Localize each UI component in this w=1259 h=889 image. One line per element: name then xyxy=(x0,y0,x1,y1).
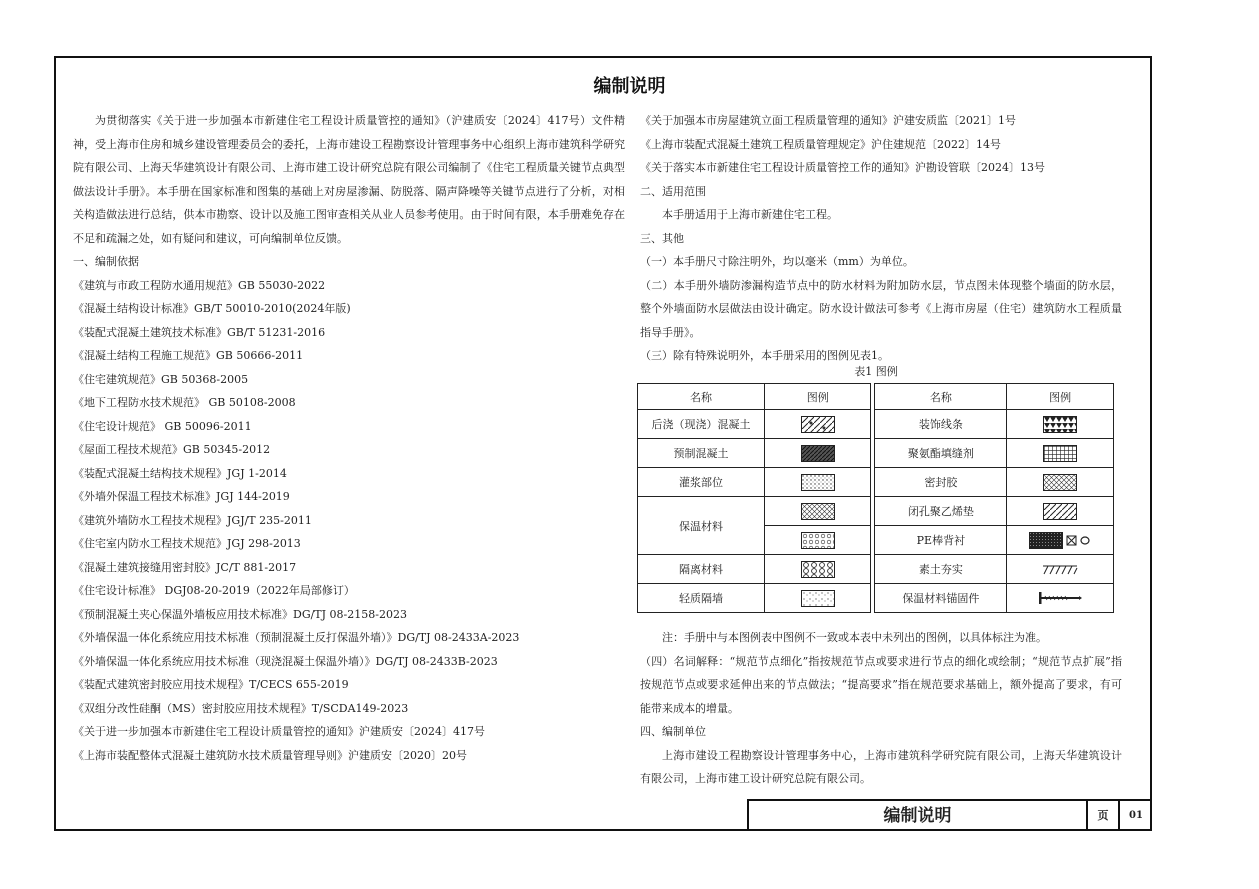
basis-item: 《混凝土建筑接缝用密封胶》JC/T 881-2017 xyxy=(73,560,297,574)
insulation-swatch-b xyxy=(801,532,835,549)
basis-list-continued xyxy=(640,109,1122,180)
notes-block xyxy=(640,626,1122,791)
pe-backer-rod-swatch xyxy=(1029,532,1091,549)
other-item-2: （二）本手册外墙防渗漏构造节点中的防水材料为附加防水层，节点图未体现整个墙面的防水层，整个外墙面防水层做法由设计确定。防水设计做法可参考《上海市房屋（住宅）建筑防水工程质量指导手册》。 xyxy=(640,278,1122,339)
polyurethane-filler-swatch xyxy=(1043,445,1077,462)
lightweight-partition-swatch xyxy=(801,590,835,607)
right-column xyxy=(640,109,1122,368)
basis-item: 《住宅设计规范》 GB 50096-2011 xyxy=(73,419,252,433)
basis-item: 《装配式建筑密封胶应用技术规程》T/CECS 655-2019 xyxy=(73,678,349,691)
col-header-legend: 图例 xyxy=(1007,384,1114,410)
section-heading: 三、其他 xyxy=(640,231,684,245)
legend-name: 密封胶 xyxy=(875,468,1007,497)
title-block xyxy=(747,799,1152,831)
basis-item: 《住宅建筑规范》GB 50368-2005 xyxy=(73,372,249,386)
basis-item: 《屋面工程技术规范》GB 50345-2012 xyxy=(73,443,271,456)
basis-item: 《建筑与市政工程防水通用规范》GB 55030-2022 xyxy=(73,278,326,292)
section-heading: 一、编制依据 xyxy=(73,255,139,268)
basis-item: 《混凝土结构设计标准》GB/T 50010-2010(2024年版) xyxy=(73,302,351,315)
basis-item: 《外墙外保温工程技术标准》JGJ 144-2019 xyxy=(73,490,290,503)
legend-name: 装饰线条 xyxy=(875,410,1007,439)
basis-item: 《混凝土结构工程施工规范》GB 50666-2011 xyxy=(73,349,304,362)
units-text: 上海市建设工程勘察设计管理事务中心，上海市建筑科学研究院有限公司，上海天华建筑设计有限公司，上海市建工设计研究总院有限公司。 xyxy=(640,748,1122,785)
legend-name: 隔离材料 xyxy=(638,555,765,584)
legend-name: 闭孔聚乙烯垫 xyxy=(875,497,1007,526)
compacted-soil-swatch xyxy=(1042,564,1078,576)
page-number: 01 xyxy=(1118,801,1152,831)
col-header-name: 名称 xyxy=(875,384,1007,410)
insulation-swatch-a xyxy=(801,503,835,520)
section-heading: 四、编制单位 xyxy=(640,725,706,738)
basis-item: 《预制混凝土夹心保温外墙板应用技术标准》DG/TJ 08-2158-2023 xyxy=(73,607,407,621)
other-item-1: （一）本手册尺寸除注明外，均以毫米（mm）为单位。 xyxy=(640,255,914,268)
other-item-4: （四）名词解释：“规范节点细化”指按规范节点或要求进行节点的细化或绘制；“规范节点扩展”指按规范节点或要求延伸出来的节点做法；“提高要求”指在规范要求基础上，额外提高了要求，有可能带来成本的增量。 xyxy=(640,654,1122,715)
cast-in-place-concrete-swatch xyxy=(801,416,835,433)
basis-item: 《住宅设计标准》 DGJ08-20-2019（2022年局部修订） xyxy=(73,584,355,597)
basis-list xyxy=(73,274,625,768)
section-heading: 二、适用范围 xyxy=(640,184,706,198)
basis-item: 《关于进一步加强本市新建住宅工程设计质量管控的通知》沪建质安〔2024〕417号 xyxy=(73,725,485,738)
decorative-line-swatch xyxy=(1043,416,1077,433)
legend-name: PE棒背衬 xyxy=(875,526,1007,555)
sealant-swatch xyxy=(1043,474,1077,491)
legend-name: 保温材料锚固件 xyxy=(875,584,1007,613)
legend-name: 素土夯实 xyxy=(875,555,1007,584)
left-column xyxy=(73,109,625,767)
legend-name: 预制混凝土 xyxy=(638,439,765,468)
page-title: 编制说明 xyxy=(593,76,666,97)
legend-name: 保温材料 xyxy=(638,497,765,555)
legend-table xyxy=(637,383,1114,613)
legend-name: 轻质隔墙 xyxy=(638,584,765,613)
legend-name: 灌浆部位 xyxy=(638,468,765,497)
insulation-anchor-swatch xyxy=(1037,591,1083,605)
col-header-legend: 图例 xyxy=(765,384,871,410)
basis-item: 《住宅室内防水工程技术规范》JGJ 298-2013 xyxy=(73,537,301,550)
basis-item: 《关于落实本市新建住宅工程设计质量管控工作的通知》沪勘设管联〔2024〕13号 xyxy=(640,161,1045,174)
intro-paragraph: 为贯彻落实《关于进一步加强本市新建住宅工程设计质量管控的通知》（沪建质安〔2024〕417号）文件精神，受上海市住房和城乡建设管理委员会的委托，上海市建设工程勘察设计管理事务中心组织上海市建筑科学研究院有限公司、上海天华建筑设计有限公司、上海市建工设计研究总院有限公司编制了《住宅工程质量关键节点典型做法设计手册》。本手册在国家标准和图集的基础上对房屋渗漏、防脱落、隔声降噪等关键节点进行了分析，对相关构造做法进行总结，供本市勘察、设计以及施工图审查相关从业人员参考使用。由于时间有限，本手册难免存在不足和疏漏之处，如有疑问和建议，可向编制单位反馈。 xyxy=(73,114,625,245)
basis-item: 《外墙保温一体化系统应用技术标准（现浇混凝土保温外墙）》DG/TJ 08-2433B-2023 xyxy=(73,654,498,668)
other-item-3: （三）除有特殊说明外，本手册采用的图例见表1。 xyxy=(640,349,889,362)
basis-item: 《建筑外墙防水工程技术规程》JGJ/T 235-2011 xyxy=(73,513,312,527)
basis-item: 《外墙保温一体化系统应用技术标准（预制混凝土反打保温外墙）》DG/TJ 08-2433A-2023 xyxy=(73,631,520,644)
legend-name: 聚氨酯填缝剂 xyxy=(875,439,1007,468)
table-caption: 表1 图例 xyxy=(854,365,898,378)
basis-item: 《关于加强本市房屋建筑立面工程质量管理的通知》沪建安质监〔2021〕1号 xyxy=(640,114,1016,127)
basis-item: 《上海市装配整体式混凝土建筑防水技术质量管理导则》沪建质安〔2020〕20号 xyxy=(73,748,467,762)
scope-text: 本手册适用于上海市新建住宅工程。 xyxy=(662,208,838,221)
precast-concrete-swatch xyxy=(801,445,835,462)
table-note: 注：手册中与本图例表中图例不一致或本表中未列出的图例，以具体标注为准。 xyxy=(662,631,1047,644)
basis-item: 《上海市装配式混凝土建筑工程质量管理规定》沪住建规范〔2022〕14号 xyxy=(640,137,1001,151)
legend-name: 后浇（现浇）混凝土 xyxy=(638,410,765,439)
title-block-title: 编制说明 xyxy=(883,806,952,826)
page-label: 页 xyxy=(1086,801,1118,831)
basis-item: 《地下工程防水技术规范》 GB 50108-2008 xyxy=(73,396,296,409)
basis-item: 《装配式混凝土建筑技术标准》GB/T 51231-2016 xyxy=(73,325,326,339)
col-header-name: 名称 xyxy=(638,384,765,410)
basis-item: 《双组分改性硅酮（MS）密封胶应用技术规程》T/SCDA149-2023 xyxy=(73,701,409,715)
isolation-material-swatch xyxy=(801,561,835,578)
closed-cell-pe-pad-swatch xyxy=(1043,503,1077,520)
grouting-swatch xyxy=(801,474,835,491)
basis-item: 《装配式混凝土结构技术规程》JGJ 1-2014 xyxy=(73,466,287,480)
